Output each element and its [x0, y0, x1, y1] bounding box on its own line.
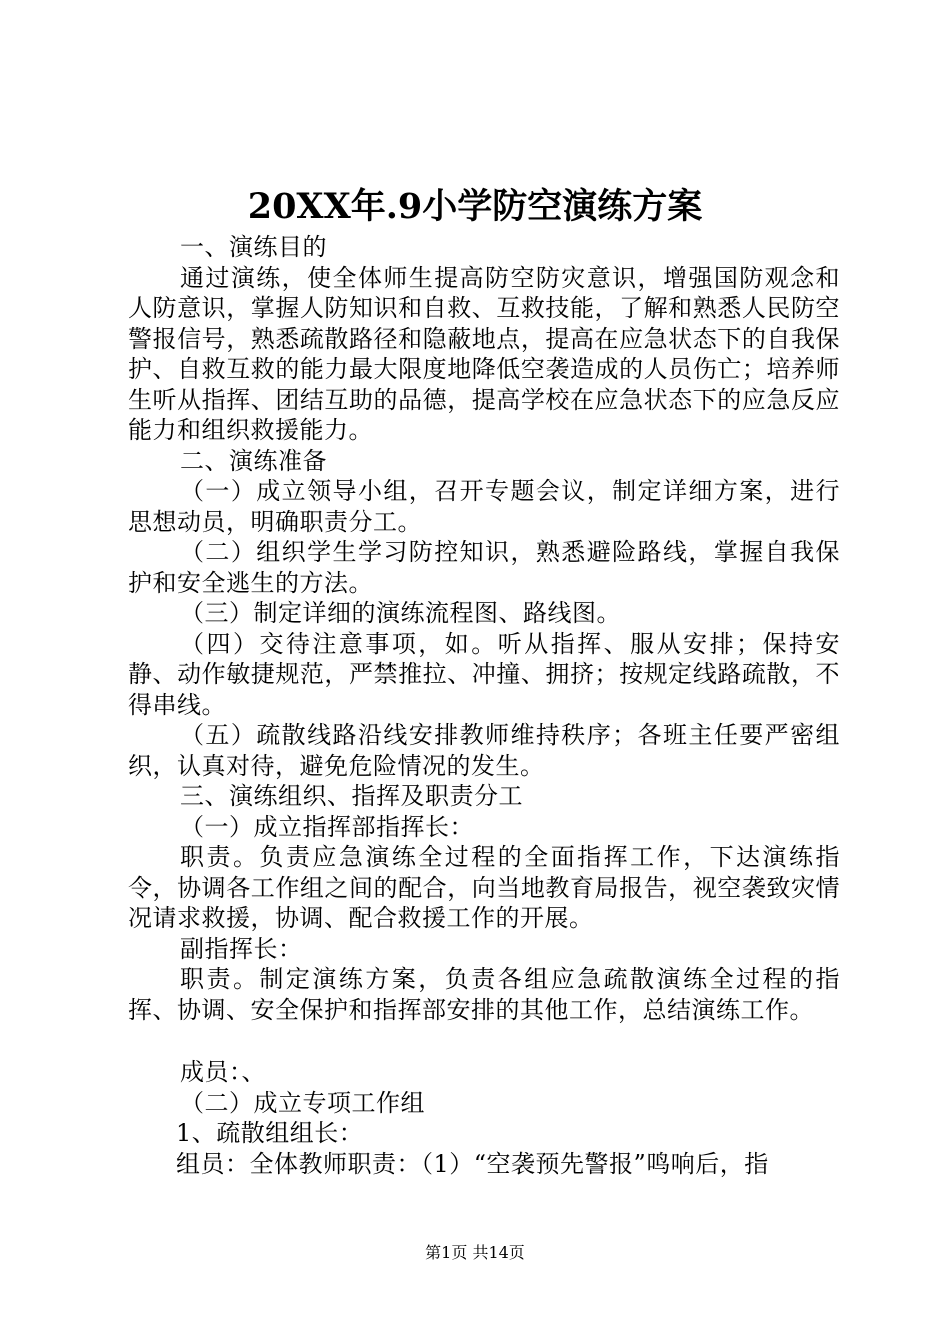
section-heading-preparation: 二、演练准备: [180, 446, 327, 475]
paragraph-prep-3: （三）制定详细的演练流程图、路线图。: [180, 599, 621, 627]
paragraph-working-groups: （二）成立专项工作组: [180, 1088, 425, 1117]
document-body: [128, 232, 840, 1179]
paragraph-prep-4: （四）交待注意事项，如。听从指挥、服从安排；保持安静、动作敏捷规范，严禁推拉、冲撞、拥挤；按规定线路疏散，不得串线。: [128, 629, 840, 719]
section-heading-organization: 三、演练组织、指挥及职责分工: [180, 782, 523, 810]
section-heading-purpose: 一、演练目的: [180, 233, 327, 261]
paragraph-prep-1: （一）成立领导小组，召开专题会议，制定详细方案，进行思想动员，明确职责分工。: [128, 477, 840, 536]
paragraph-commander-duty: 职责。负责应急演练全过程的全面指挥工作，下达演练指令，协调各工作组之间的配合，向当地教育局报告，视空袭致灾情况请求救援，协调、配合救援工作的开展。: [128, 843, 840, 932]
paragraph-evacuation-members: 组员：全体教师职责：（1）“空袭预先警报”鸣响后，指: [176, 1149, 769, 1178]
page-number: 第1页 共14页: [425, 1243, 525, 1262]
paragraph-commander: （一）成立指挥部指挥长：: [180, 812, 474, 841]
paragraph-deputy-duty: 职责。制定演练方案，负责各组应急疏散演练全过程的指挥、协调、安全保护和指挥部安排的其他工作，总结演练工作。: [128, 965, 840, 1024]
paragraph-prep-5: （五）疏散线路沿线安排教师维持秩序；各班主任要严密组织，认真对待，避免危险情况的发生。: [128, 721, 840, 780]
paragraph-members: 成员：、: [180, 1058, 266, 1086]
paragraph-evacuation-leader: 1、疏散组组长：: [176, 1119, 364, 1147]
paragraph-deputy: 副指挥长：: [180, 934, 303, 963]
paragraph-prep-2: （二）组织学生学习防控知识，熟悉避险路线，掌握自我保护和安全逃生的方法。: [128, 538, 840, 597]
document-title: 20XX年.9小学防空演练方案: [247, 186, 703, 227]
paragraph-purpose: 通过演练，使全体师生提高防空防灾意识，增强国防观念和人防意识，掌握人防知识和自救、互救技能，了解和熟悉人民防空警报信号，熟悉疏散路径和隐蔽地点，提高在应急状态下的自我保护、自救互救的能力最大限度地降低空袭造成的人员伤亡；培养师生听从指挥、团结互助的品德，提高学校在应急状态下的应急反应能力和组织救援能力。: [128, 263, 840, 444]
